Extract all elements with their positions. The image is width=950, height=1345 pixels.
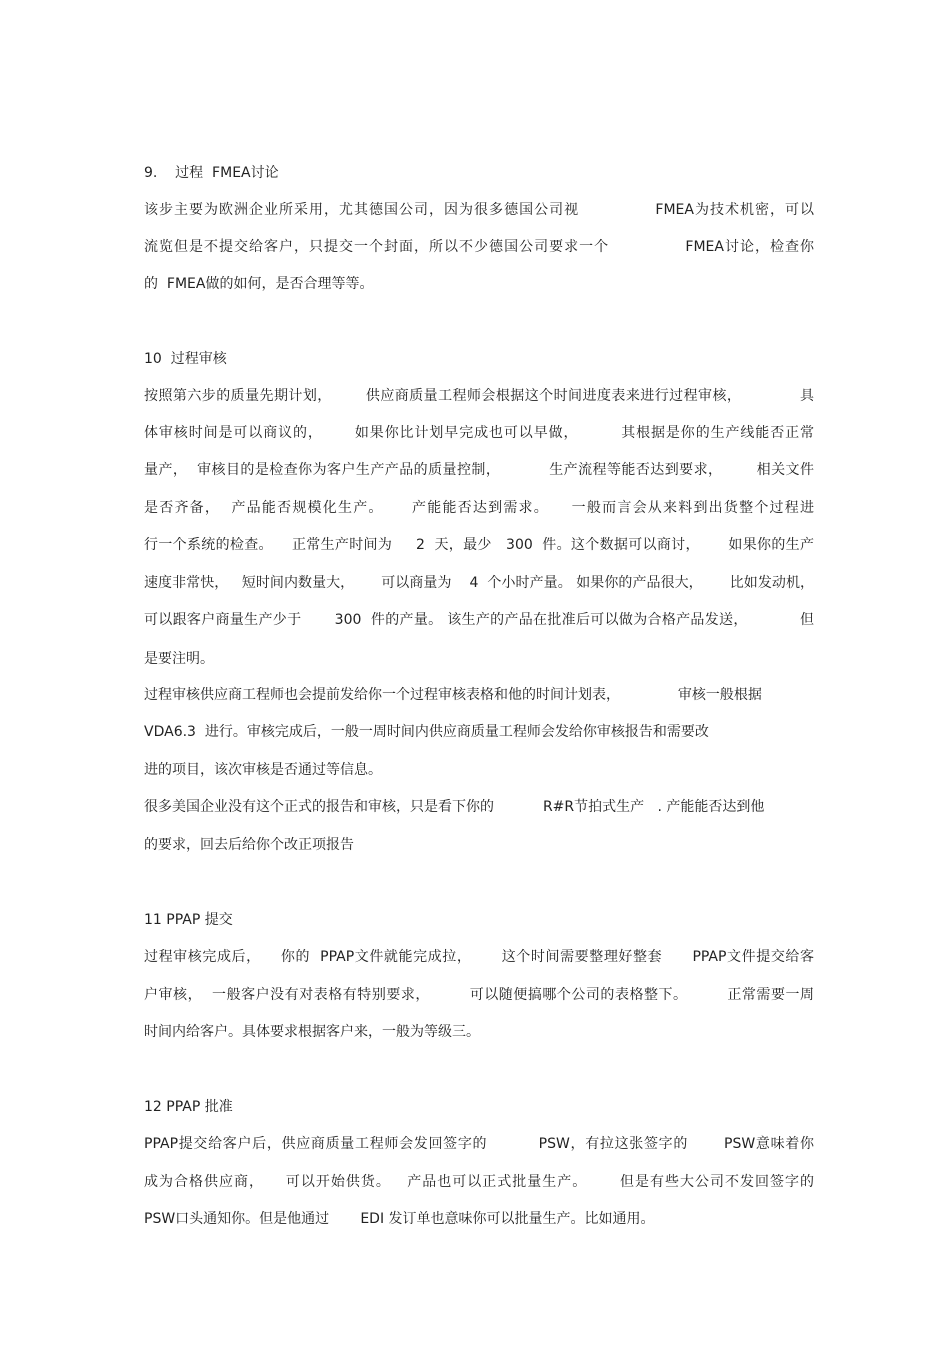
paragraph-line: 的要求，回去后给你个改正项报告	[144, 837, 354, 853]
section-heading-10: 10 过程审核	[144, 351, 227, 367]
paragraph-line: 是否齐备， 产品能否规模化生产。 产能能否达到需求。 一般而言会从来料到出货整个过程进	[144, 500, 814, 516]
paragraph-line: 成为合格供应商， 可以开始供货。 产品也可以正式批量生产。 但是有些大公司不发回签字的	[144, 1174, 814, 1190]
paragraph-line: 很多美国企业没有这个正式的报告和审核，只是看下你的 R#R节拍式生产 . 产能能否达到他	[144, 799, 765, 815]
paragraph-line: PPAP提交给客户后，供应商质量工程师会发回签字的 PSW，有拉这张签字的 PSW意味着你	[144, 1136, 814, 1152]
paragraph-line: 时间内给客户。具体要求根据客户来，一般为等级三。	[144, 1024, 480, 1040]
paragraph-line: 体审核时间是可以商议的， 如果你比计划早完成也可以早做， 其根据是你的生产线能否正常	[144, 425, 814, 441]
paragraph-line: 该步主要为欧洲企业所采用，尤其德国公司，因为很多德国公司视 FMEA为技术机密，可以	[144, 202, 814, 218]
paragraph-line: 进的项目，该次审核是否通过等信息。	[144, 762, 382, 778]
paragraph-line: 可以跟客户商量生产少于 300 件的产量。 该生产的产品在批准后可以做为合格产品发送， 但	[144, 612, 814, 628]
paragraph-line: 过程审核供应商工程师也会提前发给你一个过程审核表格和他的时间计划表， 审核一般根据	[144, 687, 762, 703]
paragraph-line: 户审核， 一般客户没有对表格有特别要求， 可以随便搞哪个公司的表格整下。 正常需要一周	[144, 987, 814, 1003]
paragraph-line: 过程审核完成后， 你的 PPAP文件就能完成拉， 这个时间需要整理好整套 PPAP文件提交给客	[144, 949, 814, 965]
section-heading-12: 12 PPAP 批准	[144, 1099, 233, 1115]
paragraph-line: 是要注明。	[144, 651, 214, 667]
paragraph-line: 速度非常快， 短时间内数量大， 可以商量为 4 个小时产量。 如果你的产品很大， 比如发动机，	[144, 575, 814, 591]
section-heading-11: 11 PPAP 提交	[144, 912, 233, 928]
paragraph-line: 行一个系统的检查。 正常生产时间为 2 天，最少 300 件。这个数据可以商讨， 如果你的生产	[144, 537, 814, 553]
paragraph-line: VDA6.3 进行。审核完成后，一般一周时间内供应商质量工程师会发给你审核报告和需要改	[144, 724, 709, 740]
paragraph-line: 的 FMEA做的如何，是否合理等等。	[144, 276, 374, 292]
paragraph-line: PSW口头通知你。但是他通过 EDI 发订单也意味你可以批量生产。比如通用。	[144, 1211, 655, 1227]
paragraph-line: 量产， 审核目的是检查你为客户生产产品的质量控制， 生产流程等能否达到要求， 相关文件	[144, 462, 814, 478]
section-heading-9: 9. 过程 FMEA讨论	[144, 165, 279, 181]
paragraph-line: 按照第六步的质量先期计划， 供应商质量工程师会根据这个时间进度表来进行过程审核， 具	[144, 388, 814, 404]
paragraph-line: 流览但是不提交给客户，只提交一个封面，所以不少德国公司要求一个 FMEA讨论，检查你	[144, 239, 814, 255]
